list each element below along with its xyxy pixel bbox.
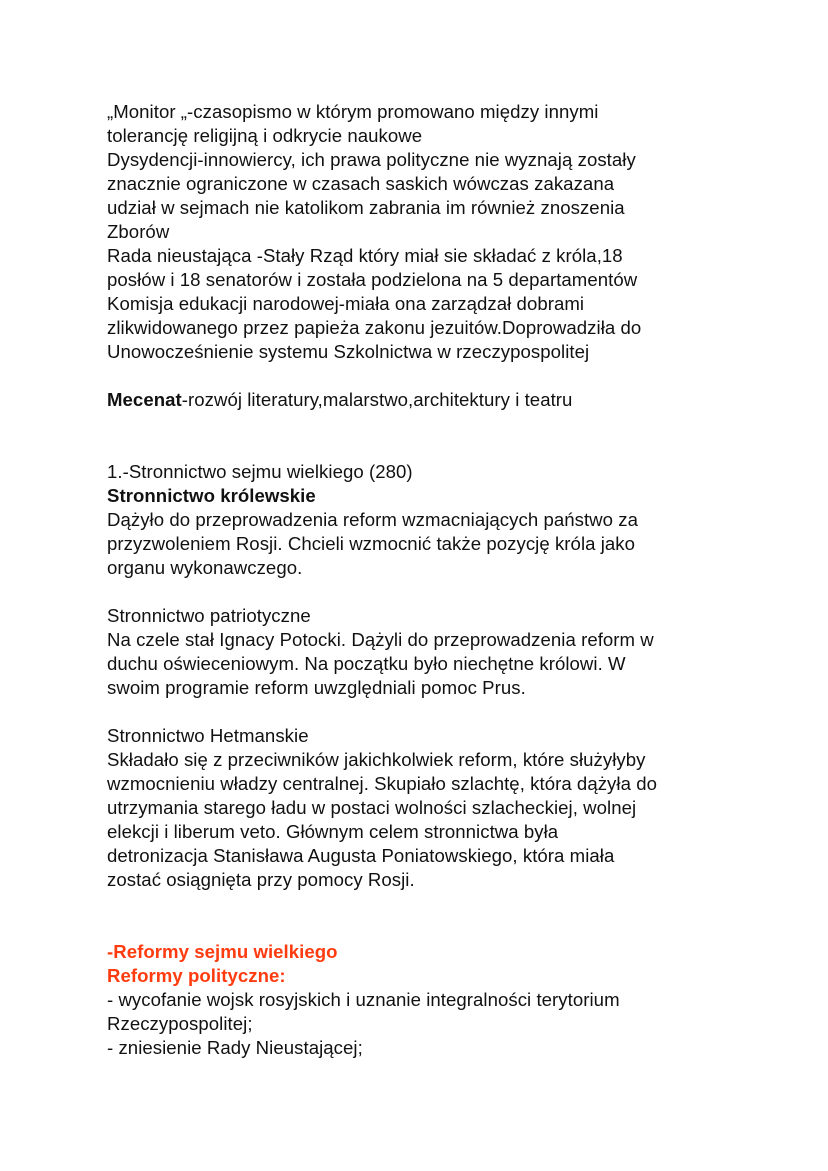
text-line: elekcji i liberum veto. Głównym celem stronnictwa była [107, 821, 559, 842]
text-line: Unowocześnienie systemu Szkolnictwa w rzeczypospolitej [107, 341, 590, 362]
party-title-patriotyczne: Stronnictwo patriotyczne [107, 605, 311, 626]
mecenat-line [107, 388, 787, 412]
text-line: - wycofanie wojsk rosyjskich i uznanie integralności terytorium [107, 989, 620, 1010]
text-line: udział w sejmach nie katolikom zabrania im również znoszenia [107, 197, 625, 218]
text-line: Składało się z przeciwników jakichkolwiek reform, które służyłyby [107, 749, 646, 770]
reforms-subheading: Reformy polityczne: [107, 965, 286, 986]
text-line: znacznie ograniczone w czasach saskich wówczas zakazana [107, 173, 615, 194]
text-line: Komisja edukacji narodowej-miała ona zarządzał dobrami [107, 293, 585, 314]
text-line: utrzymania starego ładu w postaci wolności szlacheckiej, wolnej [107, 797, 637, 818]
text-line: - zniesienie Rady Nieustającej; [107, 1037, 363, 1058]
text-line: Dysydencji-innowiercy, ich prawa polityczne nie wyznają zostały [107, 149, 636, 170]
reforms-heading: -Reformy sejmu wielkiego [107, 941, 338, 962]
text-line: detronizacja Stanisława Augusta Poniatowskiego, która miała [107, 845, 615, 866]
text-line: swoim programie reform uwzględniali pomoc Prus. [107, 677, 526, 698]
text-line: posłów i 18 senatorów i została podzielona na 5 departamentów [107, 269, 638, 290]
text-line: Rada nieustająca -Stały Rząd który miał sie składać z króla,18 [107, 245, 623, 266]
text-line: zostać osiągnięta przy pomocy Rosji. [107, 869, 415, 890]
mecenat-description: -rozwój literatury,malarstwo,architektury i teatru [181, 389, 573, 410]
text-line: Rzeczypospolitej; [107, 1013, 253, 1034]
text-line: Dążyło do przeprowadzenia reform wzmacniających państwo za [107, 509, 638, 530]
mecenat-term: Mecenat [107, 389, 182, 410]
text-line: „Monitor „-czasopismo w którym promowano między innymi [107, 101, 599, 122]
text-line: Zborów [107, 221, 170, 242]
text-line: przyzwoleniem Rosji. Chcieli wzmocnić także pozycję króla jako [107, 533, 636, 554]
document-text [107, 100, 787, 1060]
party-title-krolewskie: Stronnictwo królewskie [107, 485, 316, 506]
party-title-hetmanskie: Stronnictwo Hetmanskie [107, 725, 309, 746]
text-line: organu wykonawczego. [107, 557, 303, 578]
text-line: wzmocnieniu władzy centralnej. Skupiało szlachtę, która dążyła do [107, 773, 657, 794]
text-line: Na czele stał Ignacy Potocki. Dążyli do przeprowadzenia reform w [107, 629, 654, 650]
text-line: tolerancję religijną i odkrycie naukowe [107, 125, 423, 146]
text-line: zlikwidowanego przez papieża zakonu jezuitów.Doprowadziła do [107, 317, 642, 338]
text-line: duchu oświeceniowym. Na początku było niechętne królowi. W [107, 653, 626, 674]
section-heading: 1.-Stronnictwo sejmu wielkiego (280) [107, 461, 413, 482]
